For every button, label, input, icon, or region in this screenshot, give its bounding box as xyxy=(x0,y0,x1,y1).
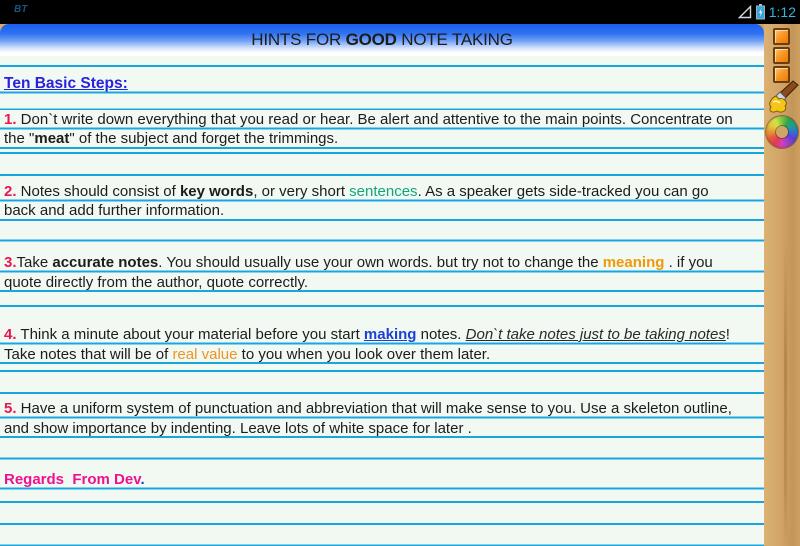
text-segment: NOTE TAKING xyxy=(396,30,513,49)
text-segment: Think a minute about your material before you start xyxy=(16,326,364,343)
note-row xyxy=(4,470,764,490)
text-segment: GOOD xyxy=(345,30,397,49)
note-row xyxy=(4,399,764,419)
note-title xyxy=(251,30,513,49)
text-segment: Ten Basic Steps: xyxy=(4,75,128,92)
note-paragraph-3[interactable] xyxy=(0,253,764,293)
note-row xyxy=(4,325,764,345)
text-segment: to you when you look over them later. xyxy=(237,345,491,363)
signal-strength-icon xyxy=(738,5,752,19)
note-heading[interactable] xyxy=(0,74,764,94)
carrier-logo: BT xyxy=(14,4,28,15)
note-paragraph-4[interactable] xyxy=(0,325,764,365)
note-paragraph-1[interactable] xyxy=(0,110,764,150)
color-wheel-icon[interactable] xyxy=(766,116,798,148)
text-segment: 1. xyxy=(4,110,17,128)
text-segment: Take xyxy=(16,254,53,271)
text-segment: . You should usually use your own words. but try not to change the xyxy=(158,254,603,271)
text-segment: sentences xyxy=(349,182,418,200)
text-segment: Don`t write down everything that you read or hear. Be alert and attentive to the main points. Concentrate on xyxy=(16,110,733,128)
text-segment: . As a speaker gets side-tracked you can go xyxy=(417,182,709,200)
text-segment: accurate notes xyxy=(52,254,159,271)
text-segment: and show importance by indenting. Leave lots of white space for later . xyxy=(4,419,472,437)
text-segment: back and add further information. xyxy=(4,202,225,219)
note-row xyxy=(4,273,764,293)
text-segment: meaning xyxy=(602,254,665,271)
text-segment: 5. xyxy=(4,400,17,417)
status-clock: 1:12 xyxy=(768,4,796,20)
text-segment: . xyxy=(140,470,145,488)
note-paragraph-2[interactable] xyxy=(0,182,764,222)
note-row xyxy=(4,419,764,439)
orange-square-button-2[interactable] xyxy=(773,47,790,64)
note-row xyxy=(4,74,764,94)
note-row xyxy=(4,201,764,221)
text-segment: Regards From Dev xyxy=(4,470,141,488)
paintbrush-icon[interactable] xyxy=(766,80,799,114)
text-segment: Take notes that will be of xyxy=(4,345,173,363)
note-row xyxy=(4,110,764,130)
toolbar-sidebar xyxy=(764,24,800,546)
note-signature[interactable] xyxy=(0,470,764,490)
status-icons xyxy=(738,0,796,24)
note-row xyxy=(4,129,764,149)
note-paper[interactable] xyxy=(0,56,764,546)
text-segment: Have a uniform system of punctuation and abbreviation that will make sense to you. Use a skeleton outline, xyxy=(16,400,732,417)
text-segment: " of the subject and forget the trimmings. xyxy=(69,130,339,147)
text-segment: making xyxy=(363,326,417,343)
text-segment: 3. xyxy=(4,254,17,271)
text-segment: Don`t take notes just to be taking notes xyxy=(465,326,726,343)
text-segment: quote directly from the author, quote correctly. xyxy=(4,273,309,291)
text-segment: key words xyxy=(179,182,254,200)
note-panel xyxy=(0,24,764,546)
status-bar xyxy=(0,0,800,24)
text-segment: , or very short xyxy=(253,182,350,200)
text-segment: the " xyxy=(4,130,35,147)
orange-square-button-1[interactable] xyxy=(773,28,790,45)
note-row xyxy=(4,182,764,202)
text-segment: notes. xyxy=(416,326,466,343)
text-segment: 2. xyxy=(4,182,17,200)
battery-charging-icon xyxy=(756,4,765,20)
text-segment: real value xyxy=(172,345,238,363)
note-row xyxy=(4,345,764,365)
text-segment: HINTS FOR xyxy=(251,30,346,49)
note-row xyxy=(4,253,764,273)
note-title-bar xyxy=(0,24,764,56)
text-segment: ! xyxy=(725,326,730,343)
text-segment: meat xyxy=(34,130,70,147)
text-segment: 4. xyxy=(4,326,17,343)
text-segment: Notes should consist of xyxy=(16,182,180,200)
note-paragraph-5[interactable] xyxy=(0,399,764,439)
text-segment: . if you xyxy=(664,254,713,271)
